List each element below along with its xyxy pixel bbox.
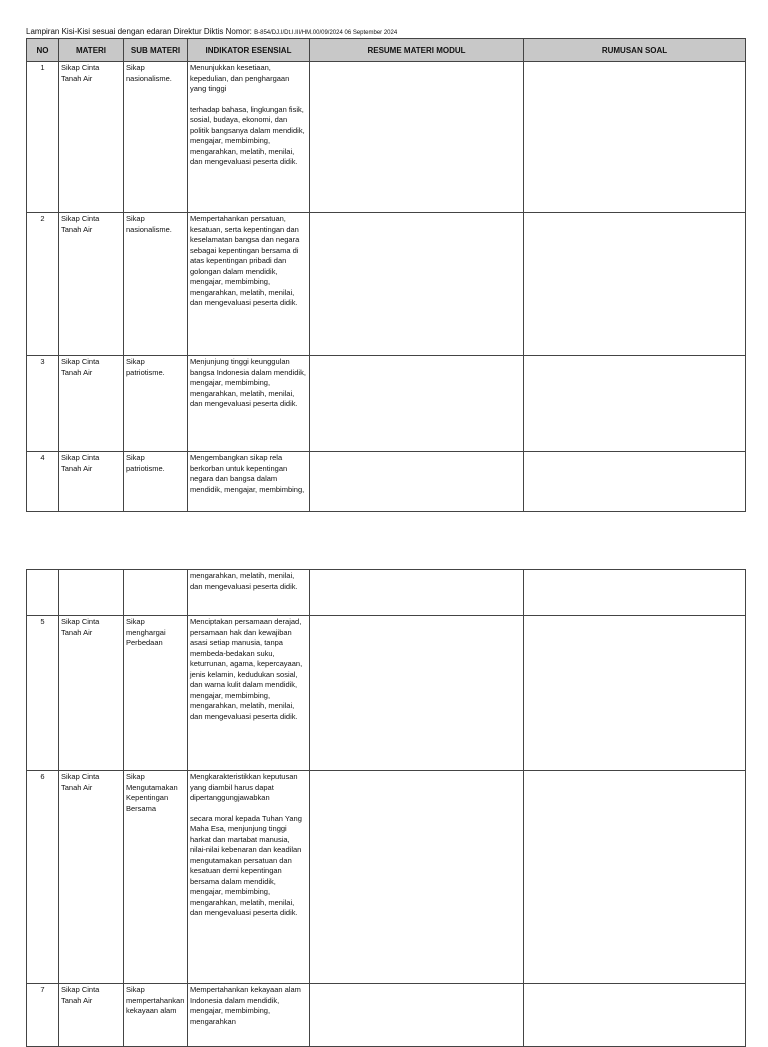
cell-sub-materi: Sikap mempertahankan kekayaan alam (124, 984, 188, 1047)
cell-resume (310, 452, 524, 512)
kisi-kisi-table-page-2 (26, 569, 746, 1047)
cell-sub-materi: Sikap Mengutamakan Kepentingan Bersama (124, 771, 188, 984)
cell-no: 2 (27, 213, 59, 356)
cell-materi: Sikap Cinta Tanah Air (59, 213, 124, 356)
cell-indikator: Mengembangkan sikap rela berkorban untuk kepentingan negara dan bangsa dalam mendidik, mengajar, membimbing, (188, 452, 310, 512)
cell-indikator: Menciptakan persamaan derajad, persamaan hak dan kewajiban asasi setiap manusia, tanpa membeda-bedakan suku, keturrunan, agama, kepercayaan, jenis kelamin, kedudukan sosial, dan warna kulit dalam mendidik, mengajar, membimbing, mengarahkan, melatih, menilai, dan mengevaluasi peserta didik. (188, 616, 310, 771)
table-row (27, 213, 746, 356)
cell-rumusan (524, 616, 746, 771)
header-no: NO (27, 39, 59, 62)
cell-materi: Sikap Cinta Tanah Air (59, 616, 124, 771)
cell-no: 4 (27, 452, 59, 512)
cell-materi: Sikap Cinta Tanah Air (59, 356, 124, 452)
cell-materi: Sikap Cinta Tanah Air (59, 452, 124, 512)
cell-indikator: Mempertahankan kekayaan alam Indonesia dalam mendidik, mengajar, membimbing, mengarahkan (188, 984, 310, 1047)
caption-letter-number: B-854/DJ.I/Dt.I.III/HM.00/09/2024 06 September 2024 (254, 30, 398, 36)
indikator-part-1: Mengkarakteristikkan keputusan yang diambil harus dapat dipertanggungjawabkan (190, 772, 298, 802)
cell-indikator (188, 771, 310, 984)
table-row (27, 62, 746, 213)
table-row (27, 771, 746, 984)
table-row (27, 356, 746, 452)
header-materi: MATERI (59, 39, 124, 62)
cell-materi: Sikap Cinta Tanah Air (59, 62, 124, 213)
cell-sub-materi (124, 570, 188, 616)
cell-resume (310, 616, 524, 771)
cell-resume (310, 62, 524, 213)
cell-sub-materi: Sikap patriotisme. (124, 452, 188, 512)
cell-resume (310, 771, 524, 984)
table-row (27, 570, 746, 616)
header-rumusan-soal: RUMUSAN SOAL (524, 39, 746, 62)
caption-text: Lampiran Kisi-Kisi sesuai dengan edaran Direktur Diktis Nomor: (26, 27, 252, 36)
table-row (27, 984, 746, 1047)
cell-materi: Sikap Cinta Tanah Air (59, 771, 124, 984)
indikator-part-1: Menunjukkan kesetiaan, kepedulian, dan penghargaan yang tinggi (190, 63, 290, 93)
cell-rumusan (524, 452, 746, 512)
cell-sub-materi: Sikap nasionalisme. (124, 62, 188, 213)
cell-rumusan (524, 213, 746, 356)
cell-resume (310, 570, 524, 616)
cell-no: 6 (27, 771, 59, 984)
table-row (27, 452, 746, 512)
cell-resume (310, 984, 524, 1047)
cell-indikator: Mempertahankan persatuan, kesatuan, serta kepentingan dan keselamatan bangsa dan negara sebagai kepentingan bersama di atas kepentingan pribadi dan golongan dalam mendidik, mengajar, membimbing, mengarahkan, melatih, menilai, dan mengevaluasi peserta didik. (188, 213, 310, 356)
indikator-part-2: secara moral kepada Tuhan Yang Maha Esa, menjunjung tinggi harkat dan martabat manusia, nilai-nilai kebenaran dan keadilan mengutamakan persatuan dan kesatuan demi kepentingan bersama dalam mendidik, mengajar, membimbing, mengarahkan, melatih, menilai, dan mengevaluasi peserta didik. (190, 813, 302, 917)
cell-rumusan (524, 570, 746, 616)
cell-no (27, 570, 59, 616)
cell-no: 5 (27, 616, 59, 771)
cell-indikator (188, 62, 310, 213)
table-row (27, 616, 746, 771)
cell-rumusan (524, 62, 746, 213)
cell-no: 3 (27, 356, 59, 452)
kisi-kisi-table-page-1 (26, 38, 746, 512)
cell-materi: Sikap Cinta Tanah Air (59, 984, 124, 1047)
cell-resume (310, 213, 524, 356)
cell-rumusan (524, 771, 746, 984)
indikator-part-2: terhadap bahasa, lingkungan fisik, sosial, budaya, ekonomi, dan politik bangsanya dalam mendidik, mengajar, membimbing, mengarahkan, melatih, menilai, dan mengevaluasi peserta didik. (190, 104, 305, 166)
cell-indikator: Menjunjung tinggi keunggulan bangsa Indonesia dalam mendidik, mengajar, membimbing, mengarahkan, melatih, menilai, dan mengevaluasi peserta didik. (188, 356, 310, 452)
cell-sub-materi: Sikap nasionalisme. (124, 213, 188, 356)
document-caption (26, 27, 397, 36)
table-header-row (27, 39, 746, 62)
cell-no: 1 (27, 62, 59, 213)
header-resume-materi-modul: RESUME MATERI MODUL (310, 39, 524, 62)
header-sub-materi: SUB MATERI (124, 39, 188, 62)
cell-sub-materi: Sikap menghargai Perbedaan (124, 616, 188, 771)
cell-indikator: mengarahkan, melatih, menilai, dan mengevaluasi peserta didik. (188, 570, 310, 616)
cell-materi (59, 570, 124, 616)
header-indikator-esensial: INDIKATOR ESENSIAL (188, 39, 310, 62)
cell-sub-materi: Sikap patriotisme. (124, 356, 188, 452)
cell-rumusan (524, 356, 746, 452)
cell-resume (310, 356, 524, 452)
cell-no: 7 (27, 984, 59, 1047)
cell-rumusan (524, 984, 746, 1047)
